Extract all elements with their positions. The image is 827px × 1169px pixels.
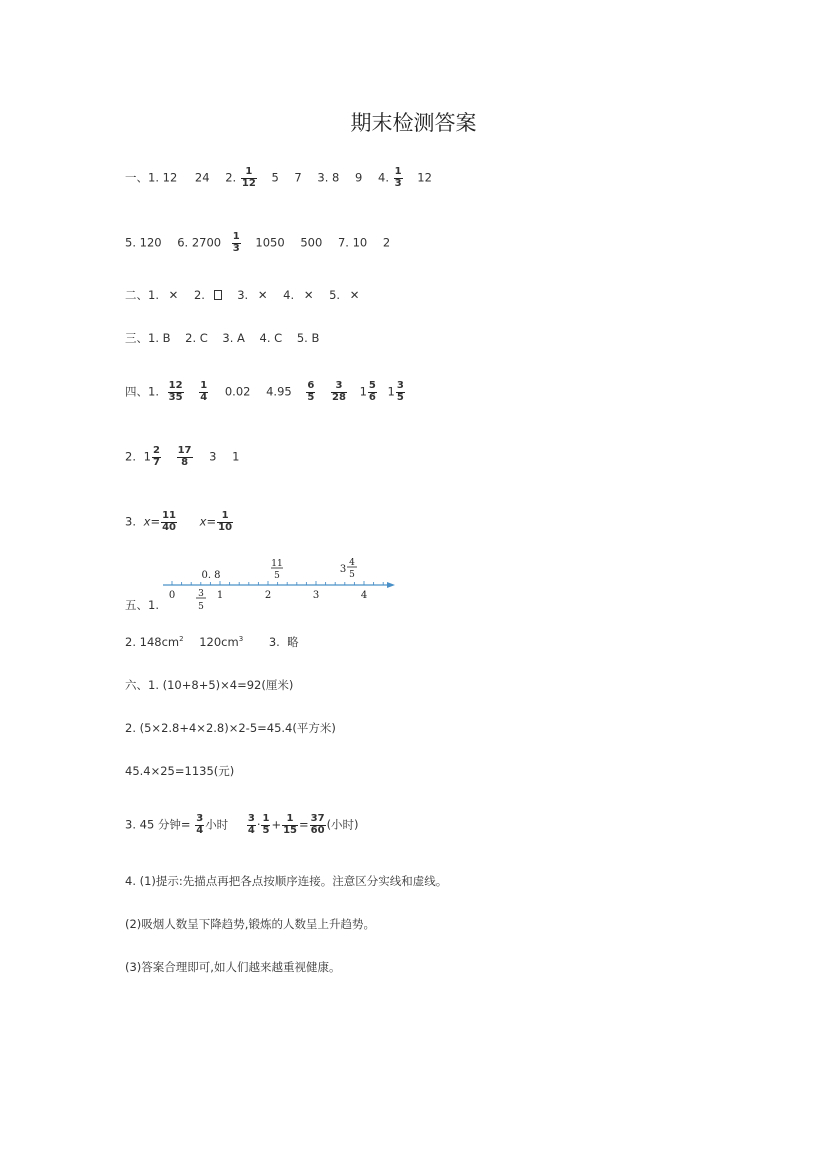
fraction: $\frac{11}{40}$ [162,510,177,533]
answer-text: 9 [355,170,363,185]
mixed-number: 1 $\frac{2}{7}$ [143,445,160,468]
point-label-08: 0. 8 [201,570,221,581]
equation-variable: x= [199,514,217,529]
equation-variable: x= [143,514,161,529]
answer-text: 4. [283,288,295,302]
answer-text: 3. [125,514,136,529]
point-label-3-5-num: 3 [198,589,204,599]
answer-text: 5 [271,170,279,185]
answer-row-15: (2)吸烟人数呈下降趋势,锻炼的人数呈上升趋势。 [125,917,375,931]
point-label-3-4-5-den: 5 [349,570,355,580]
answer-text: 24 [194,170,210,185]
answer-text: 500 [300,235,323,250]
answer-text: 小时 [205,817,229,832]
answer-row-13 [125,814,359,836]
answer-text: 3. 45 分钟= [125,817,191,832]
answer-row-3 [125,290,359,302]
answer-text: 3 [209,449,217,464]
fraction: $\frac{1}{3}$ [232,231,240,254]
answer-text: 6. 2700 [177,235,222,250]
mixed-number: 1 $\frac{3}{5}$ [387,380,404,403]
operator: · [256,817,261,832]
point-label-11-5-den: 5 [274,571,280,581]
answer-text: 1 [232,449,240,464]
answer-text: 五、1. [125,598,159,612]
answer-text: 一、1. 12 [125,170,178,185]
answer-text: 5. [329,288,341,302]
answer-text: 120cm [199,635,239,649]
answer-text: (小时) [326,817,359,832]
answer-text: 7 [294,170,302,185]
fraction: $\frac{1}{15}$ [283,813,297,836]
answer-row-7 [125,511,234,533]
checkbox-glyph-icon [214,290,222,300]
fraction: $\frac{1}{5}$ [262,813,270,836]
answer-text: 4.95 [266,384,292,399]
cross-mark: ✕ [257,288,268,302]
fraction: $\frac{1}{3}$ [394,166,402,189]
point-label-11-5-num: 11 [271,559,283,569]
tick-label: 3 [312,590,320,601]
tick-label: 4 [360,590,368,601]
superscript: 2 [179,635,184,643]
fraction: $\frac{1}{12}$ [241,166,256,189]
tick-label: 0 [168,590,176,601]
fraction: $\frac{12}{35}$ [168,380,183,403]
answer-row-1 [125,167,432,189]
point-label-3-5-den: 5 [198,602,204,612]
mixed-number: 1 $\frac{5}{6}$ [359,380,376,403]
answer-text: 2. [125,449,136,464]
fraction: $\frac{3}{28}$ [332,380,346,403]
point-label-3-4-5-whole: 3 [339,564,347,575]
answer-text: 4. [378,170,389,185]
answer-text: 2. [193,288,205,302]
answer-row-14: 4. (1)提示:先描点再把各点按顺序连接。注意区分实线和虚线。 [125,874,448,888]
answer-text: 5. 120 [125,235,162,250]
tick-label: 1 [216,590,224,601]
answer-text: 12 [417,170,432,185]
tick-label: 2 [264,590,272,601]
answer-text: 2. 148cm [125,635,180,649]
fraction: $\frac{1}{4}$ [200,380,208,403]
answer-text: 四、1. [125,384,159,399]
answer-text: 2. [225,170,237,185]
answer-text: 二、1. [125,288,159,302]
answer-text: 3. 8 [317,170,340,185]
fraction: $\frac{3}{4}$ [247,813,255,836]
fraction: $\frac{3}{4}$ [196,813,204,836]
answer-text: 3. 略 [268,635,299,649]
answer-text: 2 [382,235,391,250]
point-label-3-4-5-num: 4 [349,558,355,568]
answer-row-11: 2. (5×2.8+4×2.8)×2-5=45.4(平方米) [125,721,336,735]
answer-row-8 [125,600,159,612]
answer-row-5 [125,381,406,403]
operator: + [271,817,282,832]
answer-text: 0.02 [224,384,251,399]
answer-row-6 [125,446,239,468]
arrow-head-icon [387,582,395,588]
superscript: 3 [238,635,244,643]
answer-text: 3. [237,288,249,302]
fraction: $\frac{6}{5}$ [307,380,315,403]
answer-row-4: 三、1. B 2. C 3. A 4. C 5. B [125,331,320,345]
page-title: 期末检测答案 [350,111,477,135]
answer-row-10: 六、1. (10+8+5)×4=92(厘米) [125,678,294,692]
fraction: $\frac{37}{60}$ [310,813,325,836]
answer-row-16: (3)答案合理即可,如人们越来越重视健康。 [125,960,341,974]
cross-mark: ✕ [349,288,360,302]
fraction: $\frac{17}{8}$ [177,445,192,468]
answer-row-9 [125,636,299,649]
number-line-figure [155,552,405,614]
fraction: $\frac{1}{10}$ [218,510,233,533]
cross-mark: ✕ [168,288,179,302]
answer-row-12: 45.4×25=1135(元) [125,764,235,778]
operator: = [299,817,309,832]
answer-text: 1050 [255,235,285,250]
answer-row-2 [125,232,390,254]
cross-mark: ✕ [303,288,314,302]
answer-text: 7. 10 [337,235,368,250]
